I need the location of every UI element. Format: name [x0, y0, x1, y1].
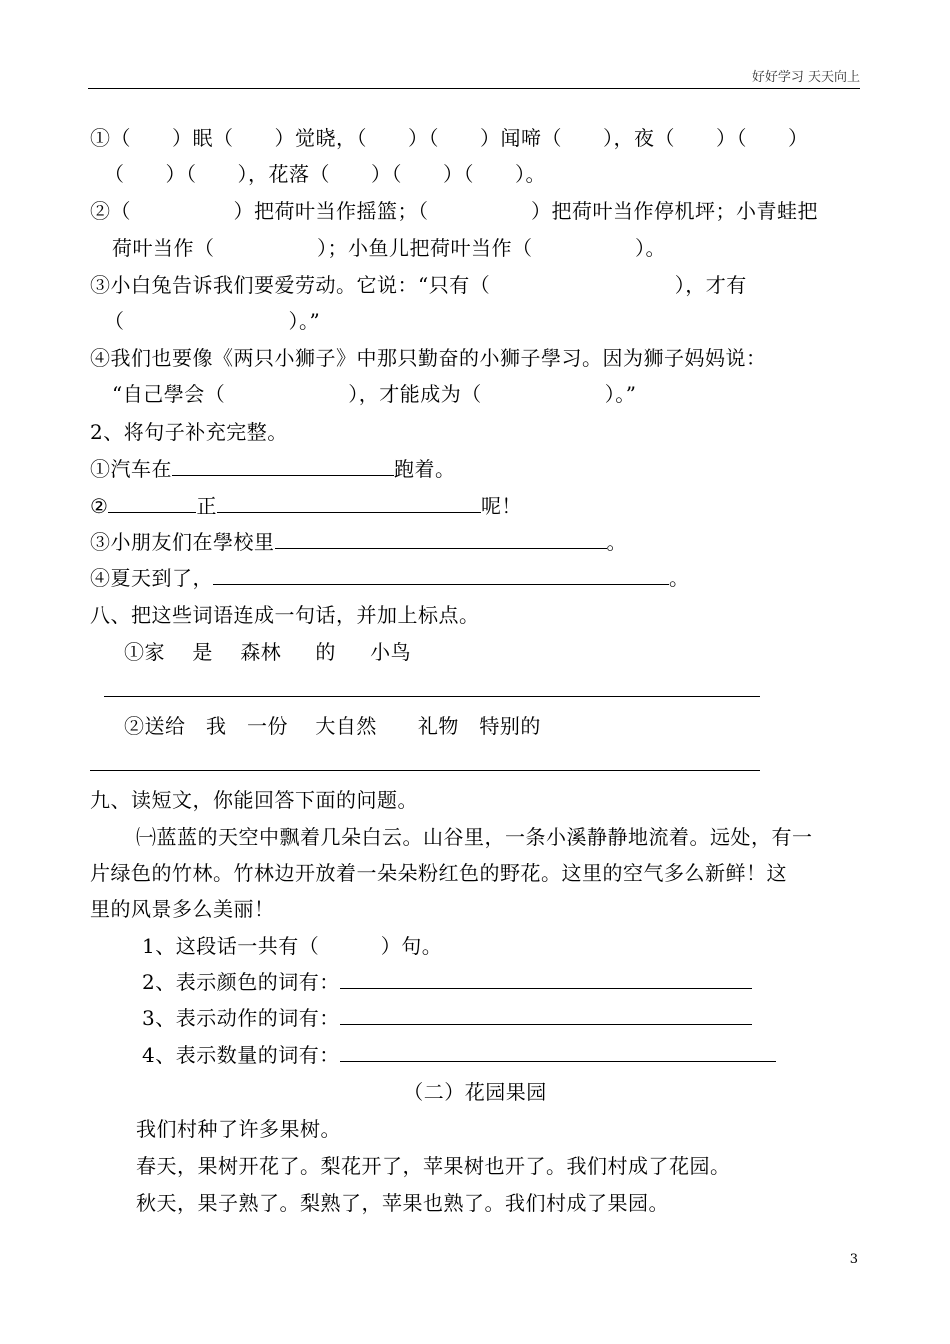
sentence-3-suffix: 。	[606, 530, 627, 554]
sentence-2-suffix: 呢！	[480, 494, 522, 518]
sentence-2-blank-1[interactable]	[108, 496, 196, 513]
question-a4-blank[interactable]	[340, 1045, 776, 1062]
question-a2-blank[interactable]	[340, 972, 752, 989]
sentence-4-prefix: ④夏天到了，	[90, 566, 213, 590]
passage-2-line-2: 春天，果树开花了。梨花开了，苹果树也开了。我们村成了花园。	[136, 1154, 731, 1178]
sentence-4-blank[interactable]	[213, 568, 669, 585]
question-2-line-2: 荷叶当作（ ）；小鱼儿把荷叶当作（ ）。	[112, 236, 666, 260]
question-4-line-2: “自己學会（ ），才能成为（ ）。”	[112, 382, 637, 406]
passage-2-title: （二）花园果园	[403, 1080, 547, 1104]
question-a1: 1、这段话一共有（ ）句。	[142, 934, 443, 958]
sentence-1-blank[interactable]	[172, 459, 394, 476]
word-group-1: ①家 是 森林 的 小鸟	[124, 640, 412, 664]
sentence-3-prefix: ③小朋友们在學校里	[90, 530, 275, 554]
answer-line-1[interactable]	[104, 696, 760, 697]
question-a2-label: 2、表示颜色的词有：	[142, 970, 340, 994]
question-a2	[142, 970, 752, 994]
question-1-line-1: ①（ ）眠（ ）觉晓，（ ）（ ）闻啼（ ），夜（ ）（ ）	[90, 126, 809, 150]
section-2-heading: 2、将句子补充完整。	[90, 420, 288, 444]
sentence-4	[90, 566, 690, 590]
question-1-line-2: （ ）（ ），花落（ ）（ ）（ ）。	[104, 162, 546, 186]
sentence-1-prefix: ①汽车在	[90, 457, 172, 481]
question-a3-label: 3、表示动作的词有：	[142, 1006, 340, 1030]
question-4-line-1: ④我们也要像《两只小狮子》中那只勤奋的小狮子學习。因为狮子妈妈说：	[90, 346, 767, 370]
question-3-line-2: （ ）。”	[104, 309, 321, 333]
section-8-heading: 八、把这些词语连成一句话，并加上标点。	[90, 603, 480, 627]
sentence-2-blank-2[interactable]	[217, 496, 481, 513]
passage-1-line-3: 里的风景多么美丽！	[90, 897, 275, 921]
page-number: 3	[849, 1252, 858, 1267]
passage-2-line-1: 我们村种了许多果树。	[136, 1117, 341, 1141]
sentence-4-suffix: 。	[669, 566, 690, 590]
question-a3	[142, 1006, 752, 1030]
passage-2-line-3: 秋天，果子熟了。梨熟了，苹果也熟了。我们村成了果园。	[136, 1191, 669, 1215]
header-rule	[88, 88, 860, 89]
section-9-heading: 九、读短文，你能回答下面的问题。	[90, 788, 418, 812]
question-a4	[142, 1043, 776, 1067]
answer-line-2[interactable]	[90, 770, 760, 771]
sentence-3	[90, 530, 627, 554]
sentence-2-prefix: ②	[90, 494, 109, 518]
passage-1-line-1: ㈠蓝蓝的天空中飘着几朵白云。山谷里，一条小溪静静地流着。远处，有一	[136, 825, 813, 849]
passage-1-line-2: 片绿色的竹林。竹林边开放着一朵朵粉红色的野花。这里的空气多么新鲜！这	[90, 861, 787, 885]
sentence-3-blank[interactable]	[275, 532, 607, 549]
page-header: 好好学习 天天向上	[751, 70, 860, 85]
question-2-line-1: ②（ ）把荷叶当作摇篮；（ ）把荷叶当作停机坪；小青蛙把	[90, 199, 818, 223]
sentence-1	[90, 457, 456, 481]
sentence-2	[90, 494, 522, 518]
question-a3-blank[interactable]	[340, 1008, 752, 1025]
question-a4-label: 4、表示数量的词有：	[142, 1043, 340, 1067]
word-group-2: ②送给 我 一份 大自然 礼物 特别的	[124, 714, 541, 738]
sentence-1-suffix: 跑着。	[394, 457, 456, 481]
sentence-2-middle: 正	[196, 494, 217, 518]
question-3-line-1: ③小白兔告诉我们要爱劳动。它说：“只有（ ），才有	[90, 273, 747, 297]
